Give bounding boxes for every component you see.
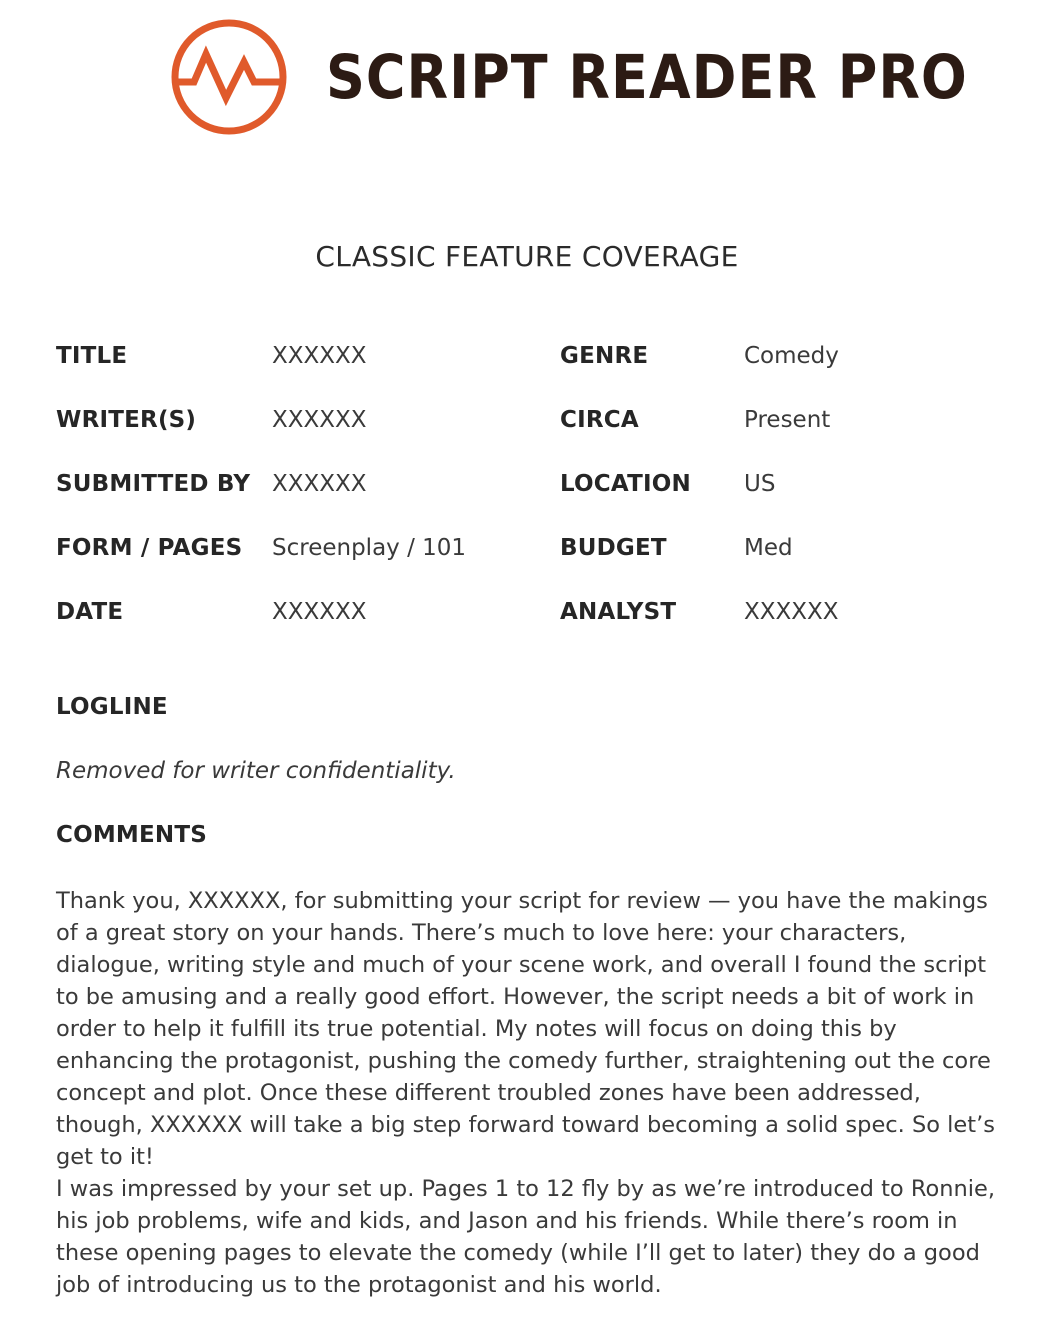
submitted-by-label: SUBMITTED BY (56, 471, 251, 497)
comments-paragraph: Thank you, XXXXXX, for submitting your script for review — you have the makings of a great story on your hands. There’s much to love here: your characters, dialogue, writing style and much of your scene work, and overall I found the script to be amusing and a really good effort. However, the script needs a bit of work in order to help it fulfill its true potential. My notes will focus on doing this by enhancing the protagonist, pushing the comedy further, straightening out the core concept and plot. Once these different troubled zones have been addressed, though, XXXXXX will take a big step forward toward becoming a solid spec. So let’s get to it! (56, 888, 995, 1170)
circa-label: CIRCA (560, 407, 639, 433)
comments-paragraph: I was impressed by your set up. Pages 1 to 12 fly by as we’re introduced to Ronnie, his job problems, wife and kids, and Jason and his friends. While there’s room in these opening pages to elevate the comedy (while I’ll get to later) they do a good job of introducing us to the protagonist and his world. (56, 1176, 995, 1298)
logline-text: Removed for writer confidentiality. (56, 758, 456, 784)
title-label: TITLE (56, 343, 128, 369)
location-value: US (744, 471, 776, 497)
writers-value: XXXXXX (272, 407, 367, 433)
date-label: DATE (56, 599, 124, 625)
title-value: XXXXXX (272, 343, 367, 369)
analyst-label: ANALYST (560, 599, 677, 625)
header (170, 18, 968, 136)
genre-label: GENRE (560, 343, 649, 369)
logline-heading: LOGLINE (56, 694, 168, 720)
comments-heading: COMMENTS (56, 822, 208, 848)
budget-value: Med (744, 535, 793, 561)
date-value: XXXXXX (272, 599, 367, 625)
form-pages-label: FORM / PAGES (56, 535, 243, 561)
details-row (56, 464, 1016, 528)
writers-label: WRITER(S) (56, 407, 197, 433)
form-pages-value: Screenplay / 101 (272, 535, 467, 561)
details-row (56, 336, 1016, 400)
details-row (56, 592, 1016, 656)
details-row (56, 400, 1016, 464)
genre-value: Comedy (744, 343, 839, 369)
circa-value: Present (744, 407, 831, 433)
coverage-details (56, 336, 1016, 656)
submitted-by-value: XXXXXX (272, 471, 367, 497)
document-title: CLASSIC FEATURE COVERAGE (315, 240, 739, 273)
analyst-value: XXXXXX (744, 599, 839, 625)
budget-label: BUDGET (560, 535, 667, 561)
brand-name: SCRIPT READER PRO (326, 41, 968, 113)
heartbeat-circle-icon (170, 18, 288, 136)
location-label: LOCATION (560, 471, 691, 497)
details-row (56, 528, 1016, 592)
